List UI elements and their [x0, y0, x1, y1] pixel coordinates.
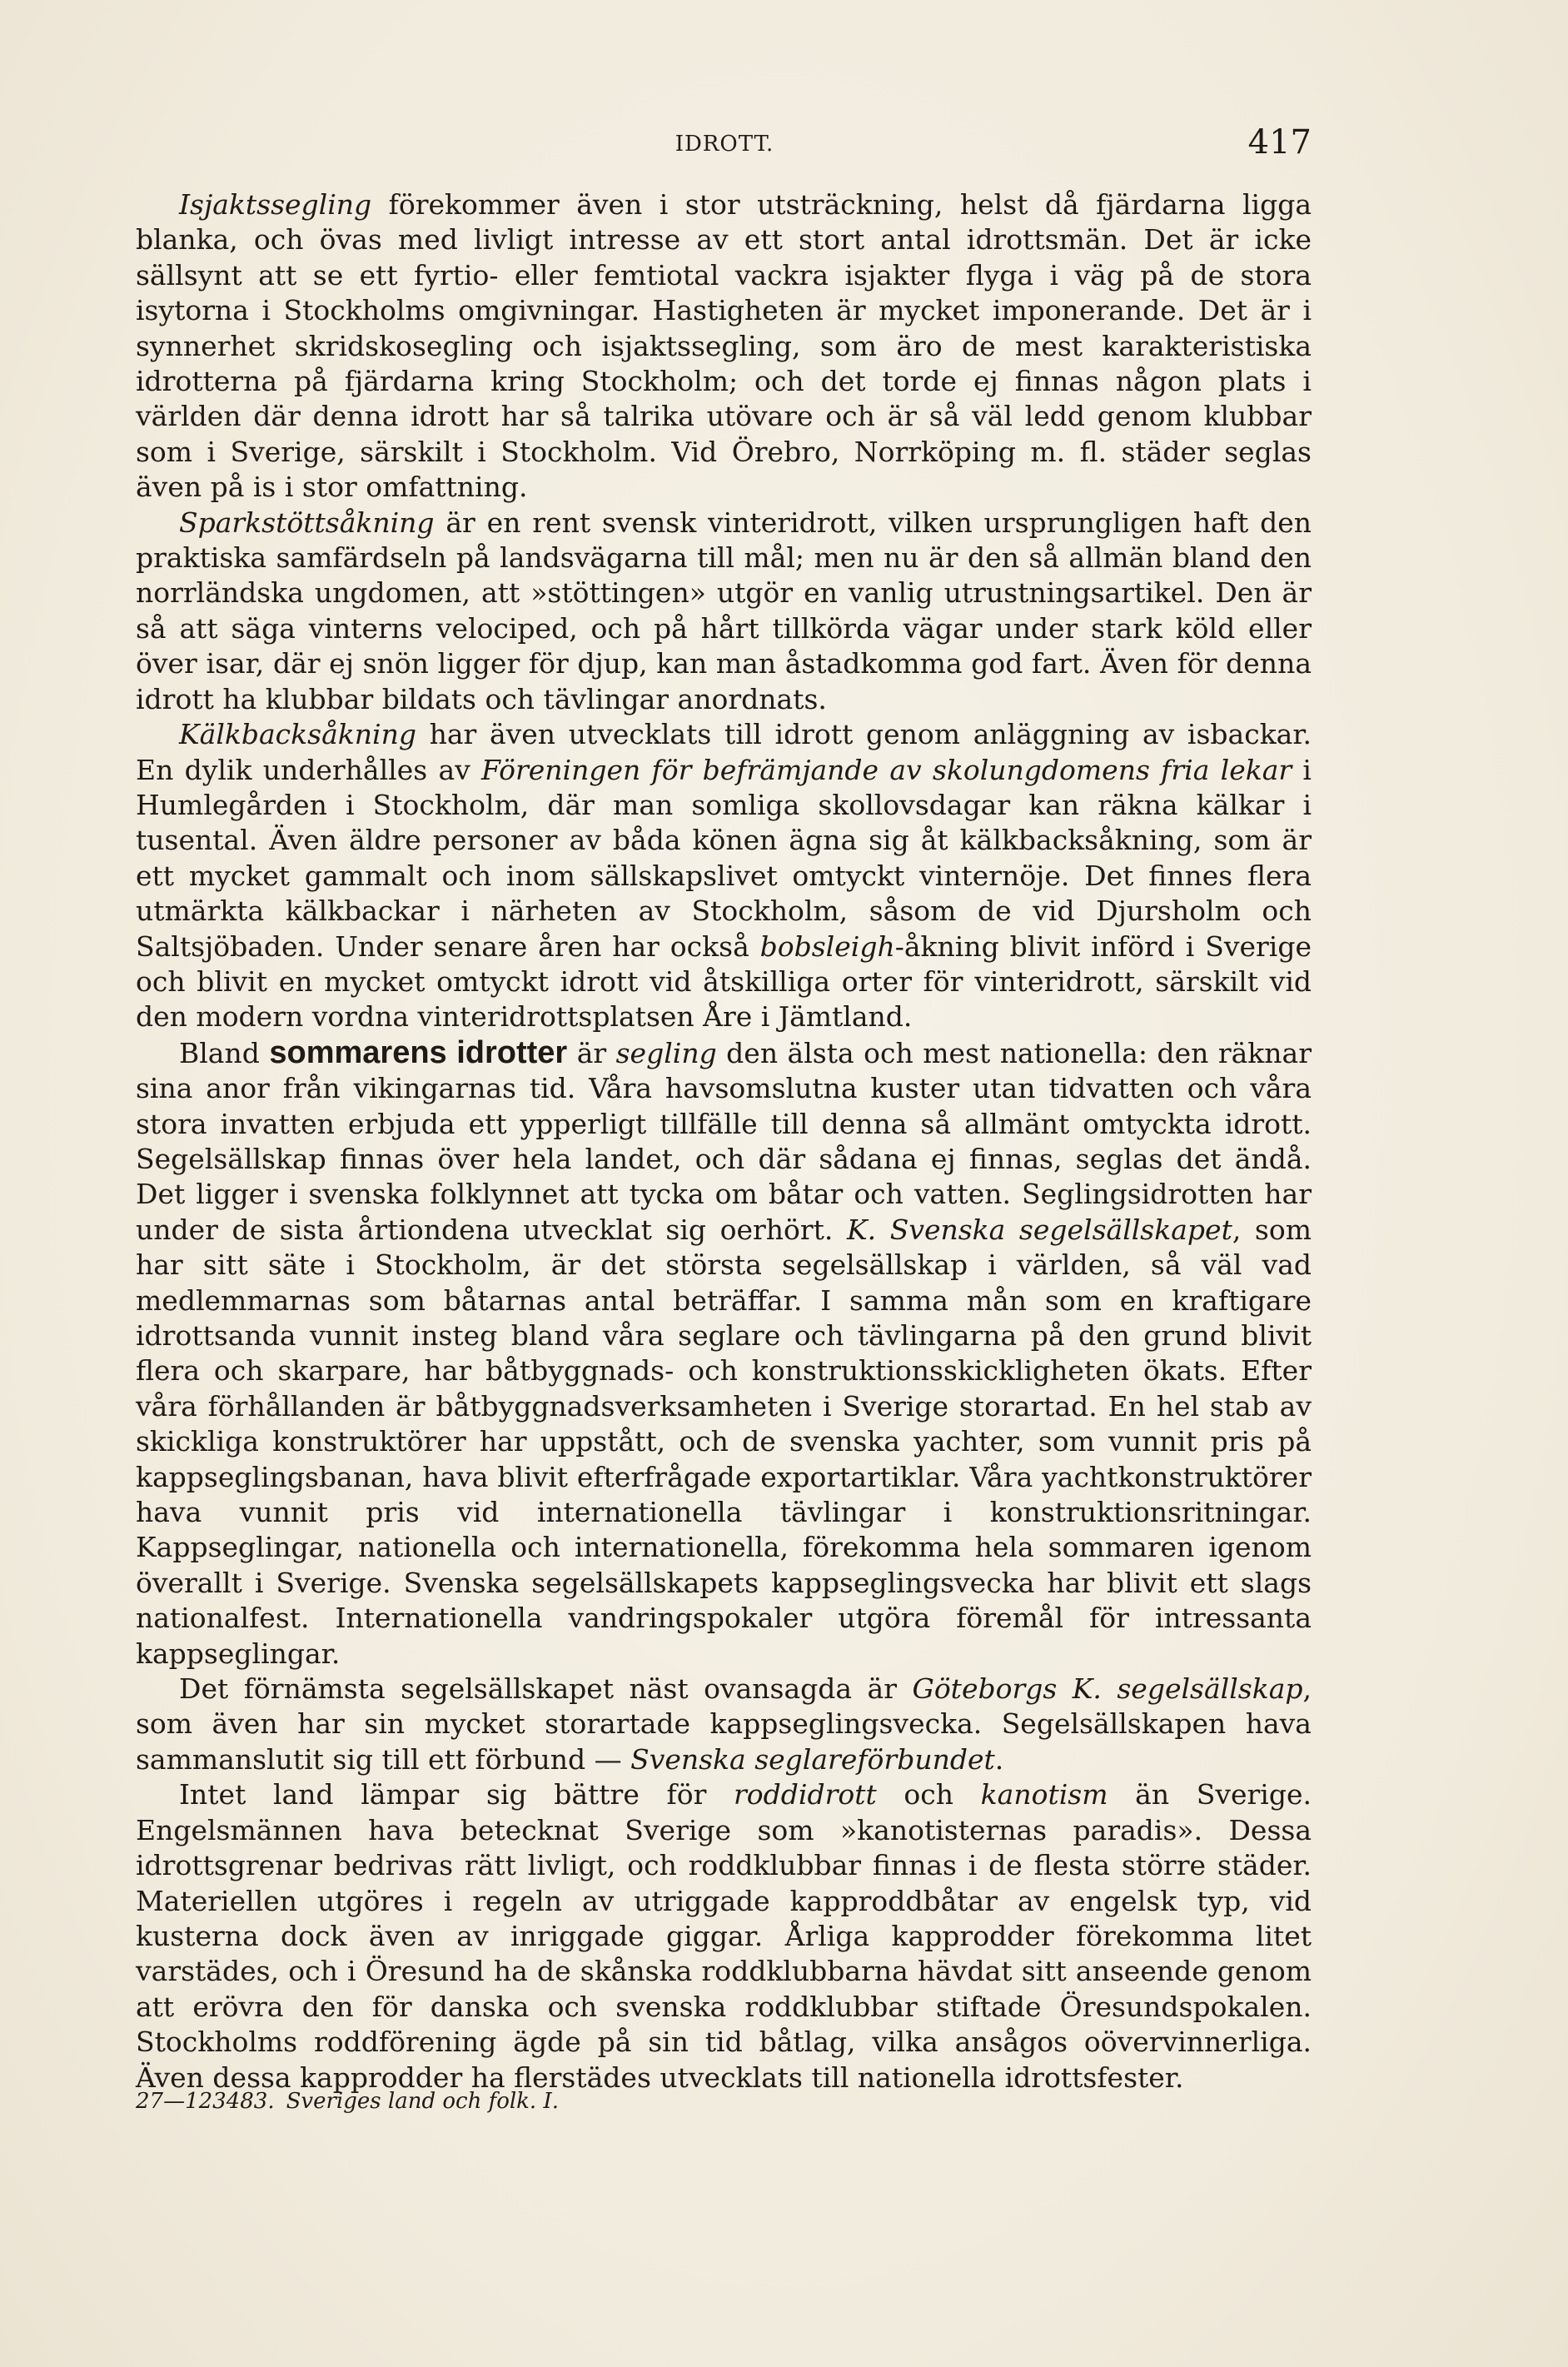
page-footer [136, 2089, 968, 2114]
paragraph-text: är en rent svensk vinteridrott, vilken ursprungligen haft den praktiska samfärdseln på landsvägarna till mål; men nu är den så allmän bland den norrländska ungdomen, att »stöttingen» utgör en vanlig utrustningsartikel. Den är så att säga vinterns velociped, och på hårt tillkörda vägar under stark köld eller över isar, där ej snön ligger för djup, kan man åstadkomma god fart. Även för denna idrott ha klubbar bildats och tävlingar anordnats. [136, 506, 1312, 715]
paragraph-text: Bland [179, 1036, 270, 1069]
paragraph-kalkbacksakning [136, 717, 1312, 1035]
page-header [137, 123, 1312, 165]
paragraph-text: än Sverige. Engelsmännen hava betecknat Sverige som »kanotisternas paradis». Dessa idrottsgrenar bedrivas rätt livligt, och roddklubbar finnas i de flesta större städer. Materiellen utgöres i regeln av utriggade kapproddbåtar av engelsk typ, vid kusterna dock även av inriggade giggar. Årliga kapprodder förekomma litet varstädes, och i Öresund ha de skånska roddklubbarna hävdat sitt anseende genom att erövra den för danska och svenska roddklubbar stiftade Öresundspokalen. Stockholms roddförening ägde på sin tid båtlag, vilka ansågos oövervinnerliga. Även dessa kapprodder ha flerstädes utvecklats till nationella idrottsfester. [136, 1778, 1312, 2094]
paragraph-text: den älsta och mest nationella: den räknar sina anor från vikingarnas tid. Våra havsomslutna kuster utan tidvatten och våra stora invatten erbjuda ett ypperligt tillfälle till denna så allmänt omtyckta idrott. Segelsällskap finnas över hela landet, och där sådana ej finnas, seglas det ändå. Det ligger i svenska folklynnet att tycka om båtar och vatten. Seglingsidrotten har under de sista årtiondena utvecklat sig oerhört. [136, 1036, 1312, 1246]
paragraph-sparkstottsakning [136, 506, 1312, 717]
page-number: 417 [1247, 123, 1312, 162]
term-bobsleigh: bobsleigh [759, 929, 895, 963]
body-text [136, 187, 1312, 2095]
term-goteborgs-segelsallskap: Göteborgs K. segelsällskap [912, 1672, 1303, 1706]
book-title: Sveriges land och folk. I. [286, 2089, 559, 2114]
term-kanotism: kanotism [980, 1778, 1108, 1811]
paragraph-isjaktssegling [136, 187, 1312, 506]
term-sparkstottsakning: Sparkstöttsåkning [179, 506, 435, 539]
paragraph-roddidrott [136, 1777, 1312, 2095]
paragraph-text: i Humlegården i Stockholm, där man somliga skollovsdagar kan räkna kälkar i tusental. Även äldre personer av båda könen ägna sig åt kälkbacksåkning, som är ett mycket gammalt och inom sällskapslivet omtyckt vinternöje. Det finnes flera utmärkta kälkbackar i närheten av Stockholm, såsom de vid Djursholm och Saltsjöbaden. Under senare åren har också [136, 753, 1312, 963]
paragraph-text: Det förnämsta segelsällskapet näst ovansagda är [179, 1672, 913, 1706]
term-isjaktssegling: Isjaktssegling [179, 188, 372, 221]
paragraph-segling [136, 1035, 1312, 1672]
paragraph-text: . [994, 1742, 1004, 1776]
paragraph-text: är [567, 1036, 616, 1069]
section-heading-inline: sommarens idrotter [269, 1034, 568, 1070]
printer-signature: 27—123483. [136, 2089, 275, 2114]
running-title: IDROTT. [674, 132, 774, 157]
term-foreningen: Föreningen för befrämjande av skolungdomens fria lekar [481, 753, 1292, 786]
paragraph-text: , som även har sin mycket storartade kappseglingsvecka. Segelsällskapen hava sammanslutit sig till ett förbund — [136, 1672, 1312, 1776]
paragraph-text: -åkning blivit införd i Sverige och blivit en mycket omtyckt idrott vid åtskilliga orter för vinteridrott, särskilt vid den modern vordna vinteridrottsplatsen Åre i Jämtland. [136, 929, 1312, 1034]
paragraph-text: förekommer även i stor utsträckning, helst då fjärdarna ligga blanka, och övas med livligt intresse av ett stort antal idrottsmän. Det är icke sällsynt att se ett fyrtio- eller femtiotal vackra isjakter flyga i väg på de stora isytorna i Stockholms omgivningar. Hastigheten är mycket imponerande. Det är i synnerhet skridskosegling och isjaktssegling, som äro de mest karakteristiska idrotterna på fjärdarna kring Stockholm; och det torde ej finnas någon plats i världen där denna idrott har så talrika utövare och är så väl ledd genom klubbar som i Sverige, särskilt i Stockholm. Vid Örebro, Norrköping m. fl. städer seglas även på is i stor omfattning. [136, 188, 1312, 504]
term-roddidrott: roddidrott [734, 1778, 877, 1811]
paragraph-text: och [876, 1778, 981, 1811]
paragraph-text: Intet land lämpar sig bättre för [179, 1778, 734, 1811]
term-svenska-segelsallskapet: K. Svenska segelsällskapet [847, 1213, 1232, 1246]
term-seglareforbundet: Svenska seglareförbundet [630, 1742, 995, 1776]
paragraph-text: har även utvecklats till idrott genom anläggning av isbackar. En dylik underhålles av [136, 718, 1312, 786]
paragraph-goteborg [136, 1672, 1312, 1777]
term-kalkbacksakning: Kälkbacksåkning [179, 718, 416, 751]
term-segling: segling [615, 1036, 717, 1069]
paragraph-text: , som har sitt säte i Stockholm, är det största segelsällskap i världen, så väl vad medlemmarnas som båtarnas antal beträffar. I samma mån som en kraftigare idrottsanda vunnit insteg bland våra seglare och tävlingarna på den grund blivit flera och skarpare, har båtbyggnads- och konstruktionsskickligheten ökats. Efter våra förhållanden är båtbyggnadsverksamheten i Sverige storartad. En hel stab av skickliga konstruktörer har uppstått, och de svenska yachter, som vunnit pris på kappseglingsbanan, hava blivit efterfrågade exportartiklar. Våra yachtkonstruktörer hava vunnit pris vid internationella tävlingar i konstruktionsritningar. Kappseglingar, nationella och internationella, förekomma hela sommaren igenom överallt i Sverige. Svenska segelsällskapets kappseglingsvecka har blivit ett slags nationalfest. Internationella vandringspokaler utgöra föremål för intressanta kappseglingar. [136, 1213, 1312, 1670]
